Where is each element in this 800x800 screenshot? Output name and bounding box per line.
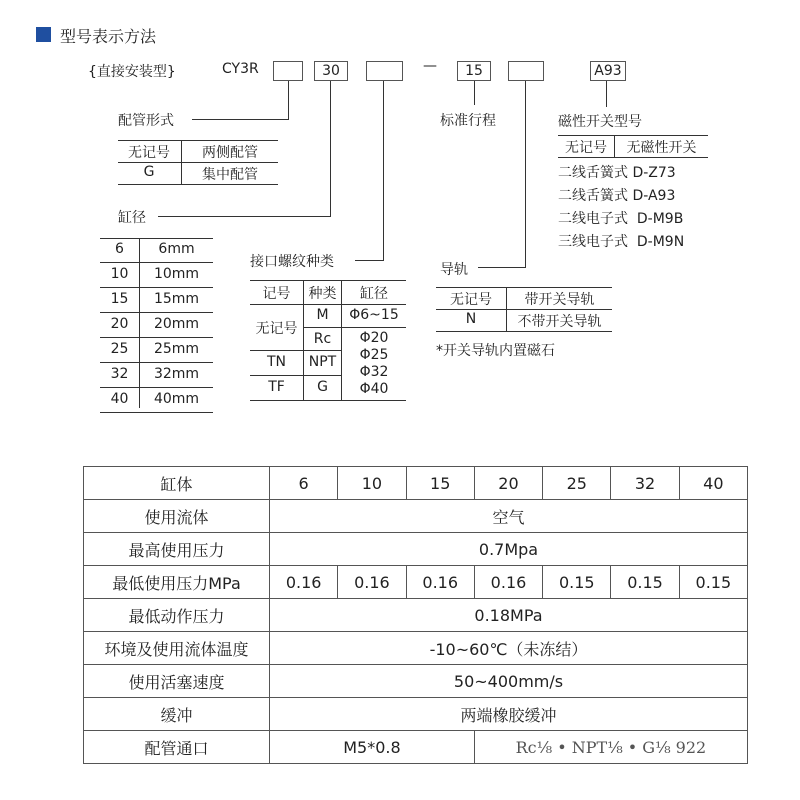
bore-row xyxy=(100,363,213,388)
bore-row xyxy=(100,313,213,338)
spec-min-pressure: 0.16 xyxy=(338,566,406,599)
spec-label: 使用活塞速度 xyxy=(84,665,270,698)
thread-header-symbol: 记号 xyxy=(262,286,291,302)
rail-row-1-desc: 带开关导轨 xyxy=(524,292,595,308)
piping-table-divider xyxy=(181,140,182,184)
leader-rail-v xyxy=(525,81,526,268)
bore-row xyxy=(100,388,213,413)
piping-label: 配管形式 xyxy=(118,113,174,129)
spec-row-cushion xyxy=(84,698,748,731)
spec-table xyxy=(83,466,748,764)
thread-type-4: G xyxy=(317,379,328,395)
rail-row-1-code: 无记号 xyxy=(450,292,492,308)
rail-table-top xyxy=(436,287,612,288)
bore-size: 40mm xyxy=(153,391,200,407)
thread-type-1: M xyxy=(316,307,329,323)
thread-bore-4: Φ32 xyxy=(359,364,389,380)
spec-row-fluid xyxy=(84,500,748,533)
thread-bore-3: Φ25 xyxy=(359,347,389,363)
leader-piping-h xyxy=(192,119,289,120)
thread-table-top xyxy=(250,280,406,281)
leader-thread-v xyxy=(383,81,384,261)
spec-bore: 32 xyxy=(611,467,679,500)
spec-row-port xyxy=(84,731,748,764)
switch-item: 三线电子式 D-M9N xyxy=(558,234,685,250)
piping-row-2-code: G xyxy=(143,164,155,180)
spec-label: 最高使用压力 xyxy=(84,533,270,566)
thread-sym-line-2 xyxy=(250,375,303,376)
bore-code: 25 xyxy=(110,341,129,357)
switch-table-bottom xyxy=(558,157,708,158)
thread-header-type: 种类 xyxy=(308,286,337,302)
spec-min-pressure: 0.16 xyxy=(270,566,338,599)
spec-value: 空气 xyxy=(270,500,748,533)
thread-table-header-line xyxy=(250,304,406,305)
spec-min-pressure: 0.15 xyxy=(611,566,679,599)
bore-size: 10mm xyxy=(153,266,200,282)
spec-bore: 15 xyxy=(406,467,474,500)
stroke-label: 标准行程 xyxy=(440,113,496,129)
thread-type-line-1 xyxy=(303,327,341,328)
spec-bore: 25 xyxy=(543,467,611,500)
bore-table xyxy=(100,238,213,413)
spec-label: 最低动作压力 xyxy=(84,599,270,632)
piping-row-1-code: 无记号 xyxy=(128,145,170,161)
spec-row-min-pressure xyxy=(84,566,748,599)
mount-type-note: {直接安装型} xyxy=(88,64,176,80)
thread-bore-line xyxy=(341,327,406,328)
leader-piping-v xyxy=(288,81,289,119)
piping-row-1-desc: 两侧配管 xyxy=(202,145,258,161)
thread-symbol-3: TF xyxy=(268,379,285,395)
spec-min-pressure: 0.16 xyxy=(474,566,542,599)
spec-label: 缓冲 xyxy=(84,698,270,731)
piping-box xyxy=(273,61,303,81)
thread-bore-2: Φ20 xyxy=(359,330,389,346)
switch-box: A93 xyxy=(590,61,626,81)
dash: — xyxy=(423,58,437,74)
spec-label: 环境及使用流体温度 xyxy=(84,632,270,665)
rail-box xyxy=(508,61,544,81)
piping-table-top xyxy=(118,140,278,141)
leader-stroke-v xyxy=(474,81,475,105)
bore-row xyxy=(100,263,213,288)
bore-box: 30 xyxy=(314,61,348,81)
bore-size: 25mm xyxy=(153,341,200,357)
title-marker xyxy=(36,27,51,42)
bore-size: 6mm xyxy=(158,241,195,257)
spec-label: 缸体 xyxy=(84,467,270,500)
spec-value: -10~60℃（未冻结） xyxy=(270,632,748,665)
spec-bore: 6 xyxy=(270,467,338,500)
spec-bore: 10 xyxy=(338,467,406,500)
rail-table-bottom xyxy=(436,331,612,332)
spec-value: 50~400mm/s xyxy=(270,665,748,698)
bore-size: 20mm xyxy=(153,316,200,332)
bore-row xyxy=(100,288,213,313)
piping-table-bottom xyxy=(118,184,278,185)
leader-rail-h xyxy=(478,267,526,268)
thread-sym-line-1 xyxy=(250,350,303,351)
spec-row-bore xyxy=(84,467,748,500)
thread-type-3: NPT xyxy=(308,354,337,370)
spec-min-pressure: 0.15 xyxy=(679,566,747,599)
spec-value: 0.7Mpa xyxy=(270,533,748,566)
spec-label: 配管通口 xyxy=(84,731,270,764)
switch-item: 二线舌簧式 D-Z73 xyxy=(558,165,676,181)
spec-row-speed xyxy=(84,665,748,698)
switch-header-desc: 无磁性开关 xyxy=(626,140,697,156)
bore-row xyxy=(100,338,213,363)
piping-table-mid xyxy=(118,162,278,163)
leader-switch-v xyxy=(606,81,607,107)
rail-row-2-desc: 不带开关导轨 xyxy=(517,314,602,330)
spec-row-max-pressure xyxy=(84,533,748,566)
thread-bore-1: Φ6~15 xyxy=(349,307,399,323)
spec-bore: 20 xyxy=(474,467,542,500)
spec-label: 使用流体 xyxy=(84,500,270,533)
thread-type-line-2 xyxy=(303,350,341,351)
bore-label: 缸径 xyxy=(118,210,146,226)
piping-row-2-desc: 集中配管 xyxy=(202,167,258,183)
thread-symbol-2: TN xyxy=(266,354,287,370)
bore-code: 32 xyxy=(110,366,129,382)
page-title: 型号表示方法 xyxy=(60,27,157,46)
switch-header-code: 无记号 xyxy=(565,140,607,156)
bore-code: 40 xyxy=(110,391,129,407)
spec-label: 最低使用压力MPa xyxy=(84,566,270,599)
switch-item: 二线舌簧式 D-A93 xyxy=(558,188,676,204)
thread-type-2: Rc xyxy=(313,331,332,347)
spec-min-pressure: 0.16 xyxy=(406,566,474,599)
spec-port-small: M5*0.8 xyxy=(270,731,475,764)
stroke-box: 15 xyxy=(457,61,491,81)
leader-bore-h xyxy=(158,216,331,217)
thread-table-bottom xyxy=(250,400,406,401)
bore-size: 15mm xyxy=(153,291,200,307)
thread-label: 接口螺纹种类 xyxy=(250,254,334,270)
rail-row-2-code: N xyxy=(465,311,477,327)
spec-bore: 40 xyxy=(679,467,747,500)
bore-code: 20 xyxy=(110,316,129,332)
bore-size: 32mm xyxy=(153,366,200,382)
model-code: CY3R xyxy=(222,61,259,77)
spec-value: 0.18MPa xyxy=(270,599,748,632)
leader-thread-h xyxy=(355,260,384,261)
switch-item: 二线电子式 D-M9B xyxy=(558,211,684,227)
spec-row-temperature xyxy=(84,632,748,665)
thread-header-bore: 缸径 xyxy=(360,286,388,302)
spec-min-pressure: 0.15 xyxy=(543,566,611,599)
rail-note: *开关导轨内置磁石 xyxy=(436,343,555,359)
thread-symbol-1: 无记号 xyxy=(255,321,298,337)
thread-box xyxy=(366,61,403,81)
spec-value: 两端橡胶缓冲 xyxy=(270,698,748,731)
spec-port-large: Rc⅛ • NPT⅛ • G⅛ 922 xyxy=(474,731,747,764)
bore-code: 15 xyxy=(110,291,129,307)
rail-table-mid xyxy=(436,309,612,310)
leader-bore-v xyxy=(330,81,331,217)
bore-code: 10 xyxy=(110,266,129,282)
thread-bore-5: Φ40 xyxy=(359,381,389,397)
thread-type-line-3 xyxy=(303,375,341,376)
spec-row-min-actuation xyxy=(84,599,748,632)
switch-table-top xyxy=(558,135,708,136)
bore-code: 6 xyxy=(115,241,124,257)
switch-label: 磁性开关型号 xyxy=(558,114,642,130)
bore-row xyxy=(100,238,213,263)
rail-label: 导轨 xyxy=(440,262,468,278)
